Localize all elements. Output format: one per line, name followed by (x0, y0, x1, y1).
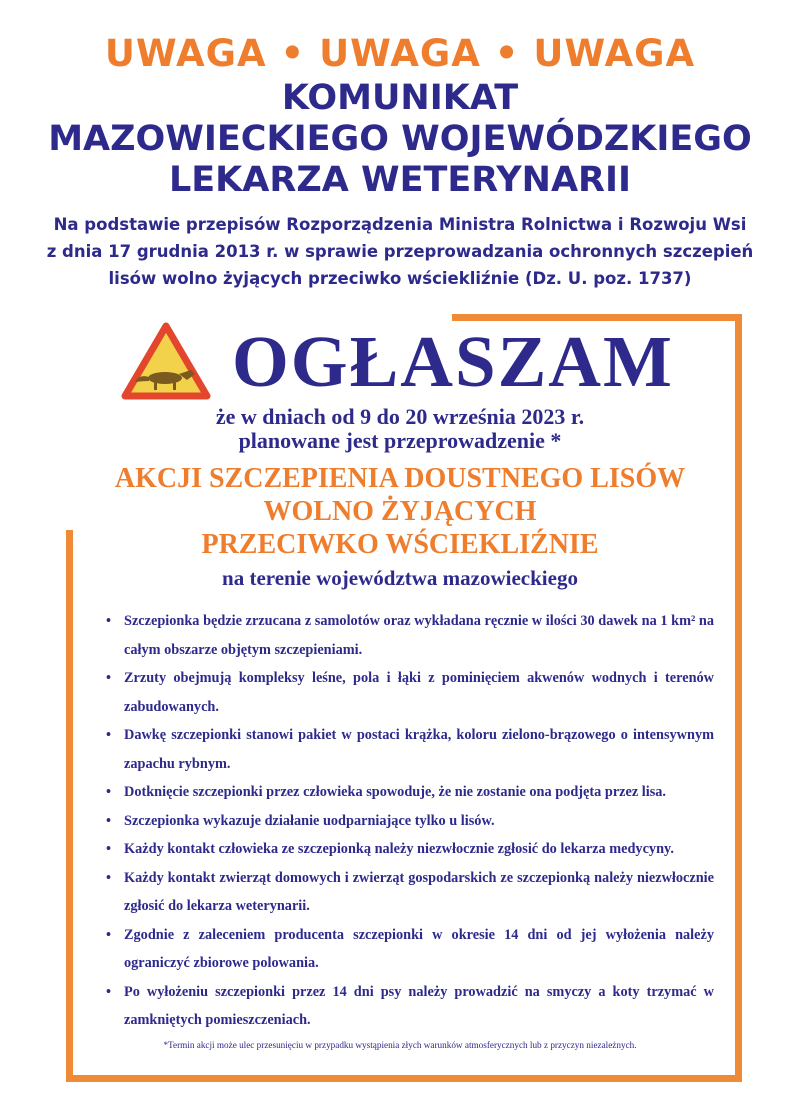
frame-bottom-border (66, 1075, 742, 1082)
footnote: *Termin akcji może ulec przesunięciu w przypadku wystąpienia złych warunków atmosferycznych lub z przyczyn niezależnych. (163, 1040, 637, 1050)
action-line-1: AKCJI SZCZEPIENIA DOUSTNEGO LISÓW (114, 463, 686, 494)
announcement-heading: OGŁASZAM (232, 321, 674, 402)
legal-line-1: Na podstawie przepisów Rozporządzenia Ministra Rolnictwa i Rozwoju Wsi (53, 215, 747, 234)
list-item: • Szczepionka będzie zrzucana z samolotów oraz wykładana ręcznie w ilości 30 dawek na 1 km² na całym obszarze objętym szczepieniami. (104, 607, 714, 664)
list-item: • Każdy kontakt człowieka ze szczepionką należy niezwłocznie zgłosić do lekarza medycyny. (104, 835, 714, 864)
action-line-2: WOLNO ŻYJĄCYCH (263, 496, 537, 527)
legal-line-2: z dnia 17 grudnia 2013 r. w sprawie przeprowadzania ochronnych szczepień (46, 242, 754, 261)
list-item: • Po wyłożeniu szczepionki przez 14 dni psy należy prowadzić na smyczy a koty trzymać w zamkniętych pomieszczeniach. (104, 978, 714, 1035)
list-item: • Szczepionka wykazuje działanie uodparniające tylko u lisów. (104, 807, 714, 836)
list-item: • Każdy kontakt zwierząt domowych i zwierząt gospodarskich ze szczepionką należy niezwłocznie zgłosić do lekarza weterynarii. (104, 864, 714, 921)
list-item: • Zrzuty obejmują kompleksy leśne, pola i łąki z pominięciem akwenów wodnych i terenów zabudowanych. (104, 664, 714, 721)
list-item: • Dotknięcie szczepionki przez człowieka spowoduje, że nie zostanie ona podjęta przez lisa. (104, 778, 714, 807)
title-line-3: LEKARZA WETERYNARII (168, 160, 632, 200)
list-item: • Dawkę szczepionki stanowi pakiet w postaci krążka, koloru zielono-brązowego o intensywnym zapachu rybnym. (104, 721, 714, 778)
action-line-3: PRZECIWKO WŚCIEKLIŹNIE (201, 529, 599, 560)
legal-line-3: lisów wolno żyjących przeciwko wściekliźnie (Dz. U. poz. 1737) (108, 269, 692, 288)
list-item: • Zgodnie z zaleceniem producenta szczepionki w okresie 14 dni od jej wyłożenia należy ograniczyć zbiorowe polowania. (104, 921, 714, 978)
title-line-1: KOMUNIKAT (281, 78, 519, 118)
region-line: na terenie województwa mazowieckiego (222, 566, 578, 590)
planned-line: planowane jest przeprowadzenie * (238, 428, 562, 453)
fox-warning-sign-icon (121, 322, 211, 400)
info-bullet-list (104, 607, 714, 1035)
frame-left-border (66, 530, 73, 1082)
title-line-2: MAZOWIECKIEGO WOJEWÓDZKIEGO (48, 119, 752, 159)
date-range-line: że w dniach od 9 do 20 września 2023 r. (215, 404, 585, 429)
legal-basis (40, 211, 760, 292)
uwaga-banner: UWAGA • UWAGA • UWAGA (104, 32, 696, 75)
